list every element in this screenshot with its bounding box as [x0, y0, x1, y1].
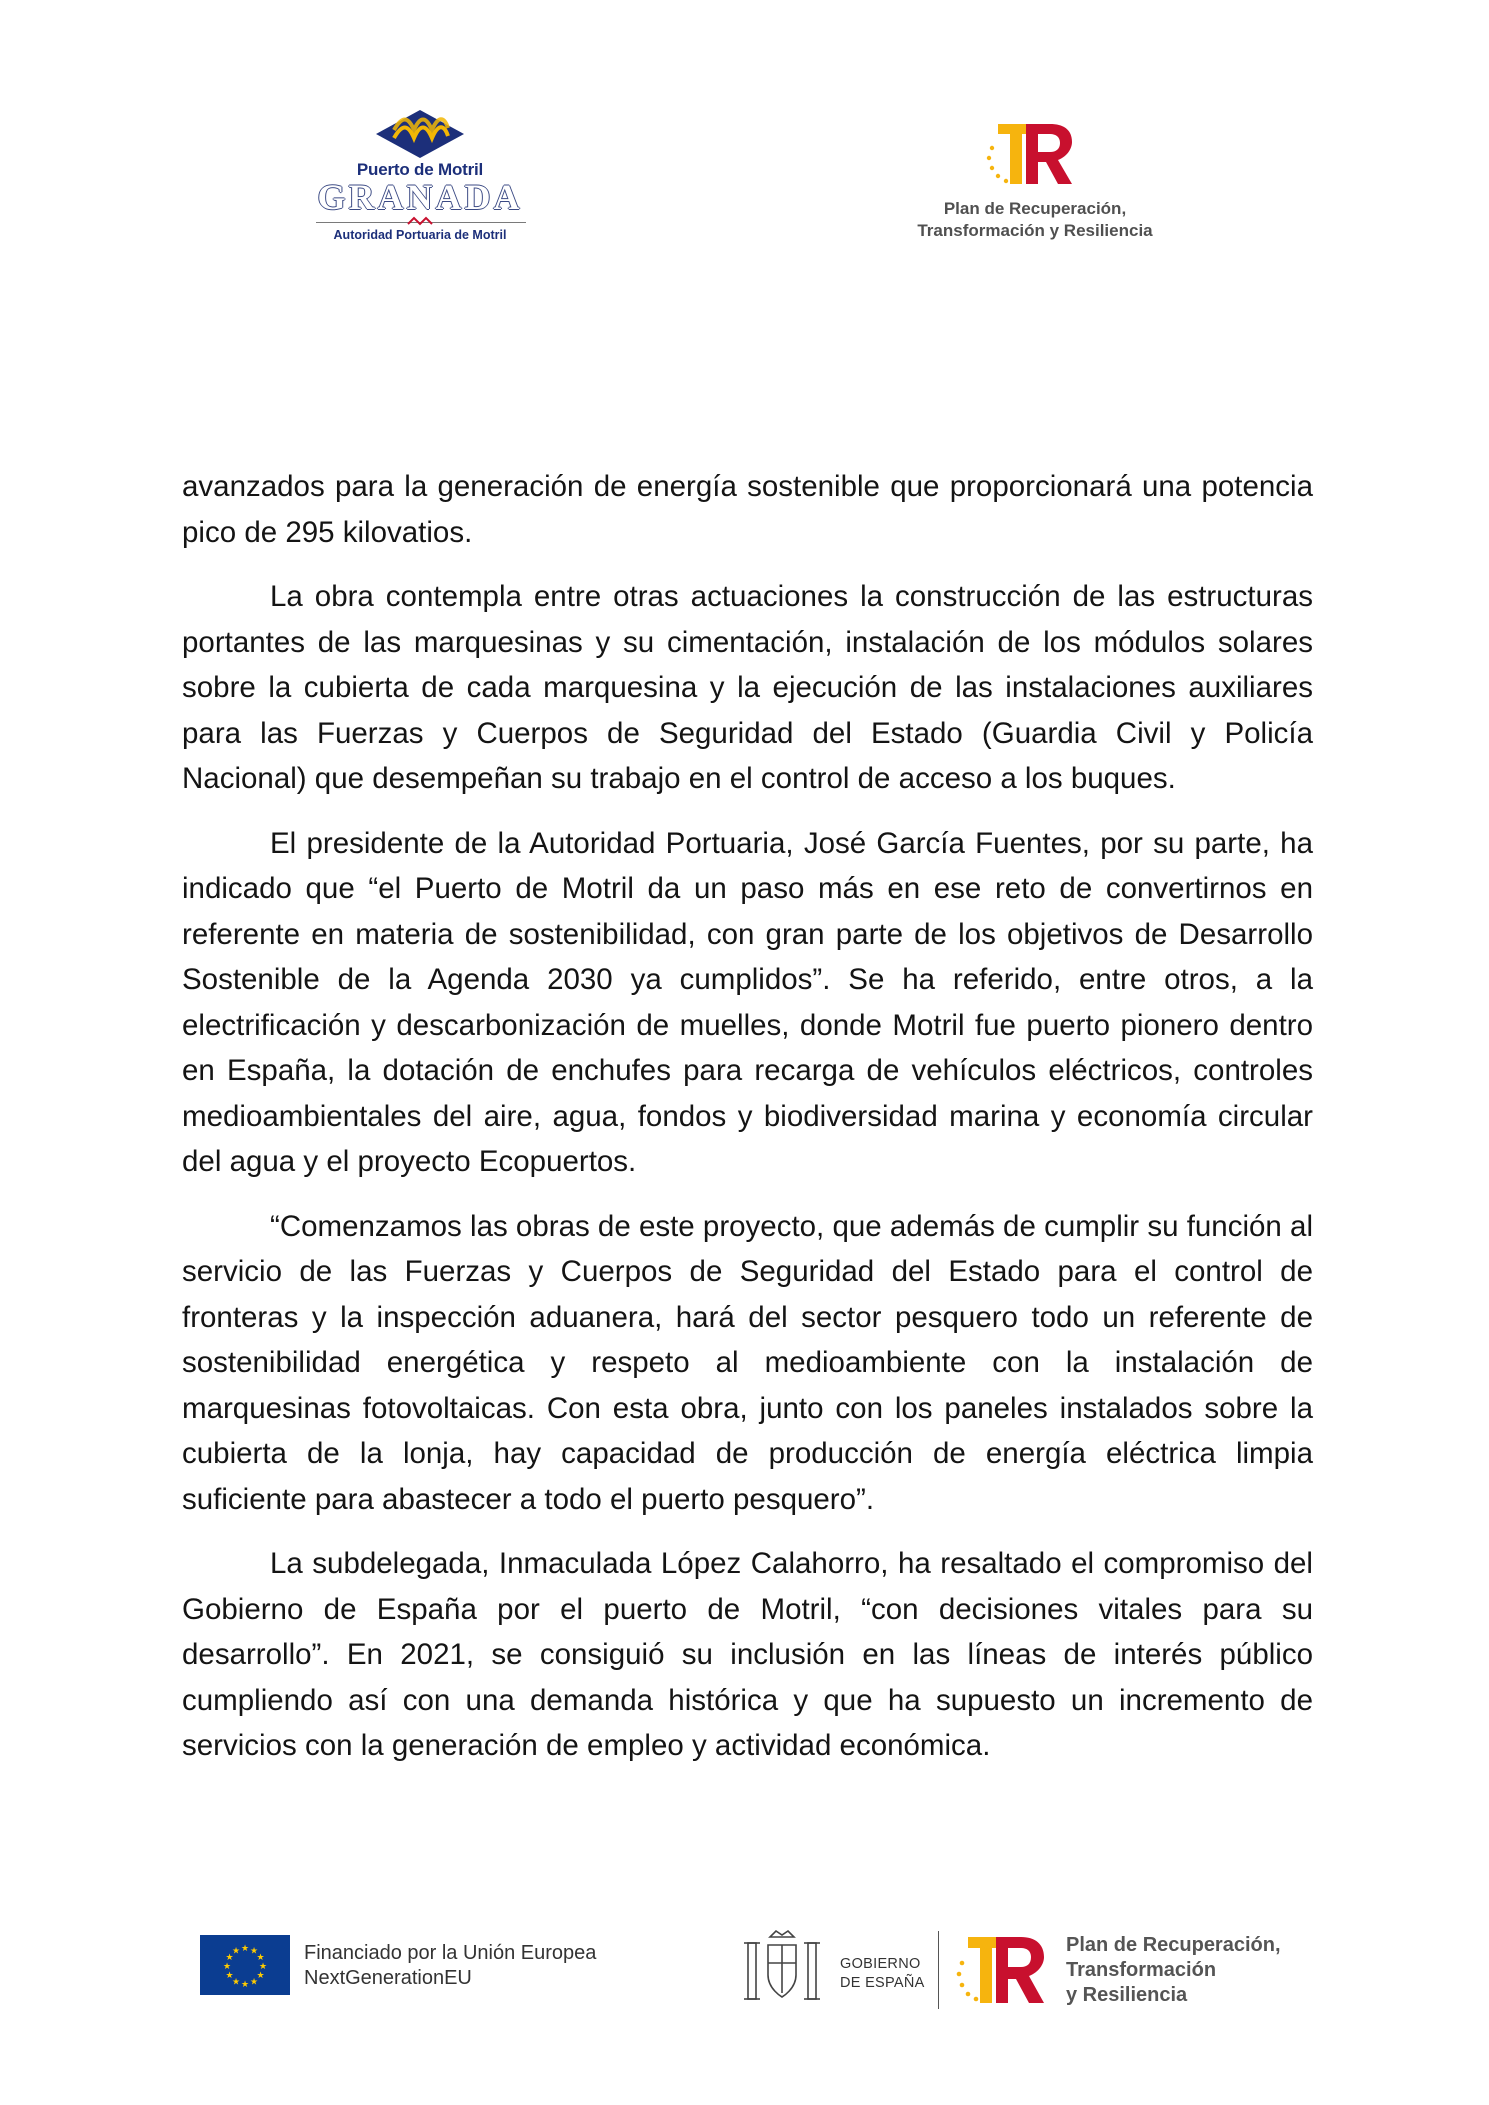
svg-text:★: ★: [256, 1953, 265, 1963]
port-logo-authority: Autoridad Portuaria de Motril: [333, 228, 507, 242]
gobierno-text: [840, 1955, 925, 1993]
svg-text:★: ★: [240, 1944, 250, 1954]
plan-footer-line-2: Transformación: [1066, 1959, 1217, 1981]
port-wave-icon: [406, 216, 436, 228]
port-emblem-icon: [372, 108, 468, 160]
eu-funding-logo: [200, 1935, 640, 1997]
svg-text:★: ★: [240, 1980, 250, 1990]
plan-recuperacion-footer-text: [1066, 1933, 1281, 2008]
coat-of-arms-icon: [740, 1927, 824, 2011]
plan-recuperacion-logo: [890, 110, 1180, 250]
paragraph-3: El presidente de la Autoridad Portuaria, José García Fuentes, por su parte, ha indicado que “el Puerto de Motril da un paso más en ese reto de convertirnos en referente en materia de sostenibilidad, con gran parte de los objetivos de Desarrollo Sostenible de la Agenda 2030 ya cumplidos”. Se ha referido, entre otros, a la electrificación y descarbonización de muelles, donde Motril fue puerto pionero dentro en España, la dotación de enchufes para recarga de vehículos eléctricos, controles medioambientales del aire, agua, fondos y biodiversidad marina y economía circular del agua y el proyecto Ecopuertos.: [182, 826, 1313, 1178]
svg-text:★: ★: [249, 1977, 259, 1988]
plan-footer-line-3: y Resiliencia: [1066, 1984, 1188, 2006]
svg-text:★: ★: [256, 1971, 265, 1981]
paragraph-2: La obra contempla entre otras actuaciones la construcción de las estructuras portantes de las marquesinas y su cimentación, instalación de los módulos solares sobre la cubierta de cada marquesina y la ejecución de las instalaciones auxiliares para las Fuerzas y Cuerpos de Seguridad del Estado (Guardia Civil y Policía Nacional) que desempeñan su trabajo en el control de acceso a los buques.: [182, 580, 1313, 795]
port-logo: [310, 100, 530, 250]
port-logo-name: Puerto de Motril: [356, 160, 484, 179]
gobierno-line-1: GOBIERNO: [840, 1956, 921, 1972]
paragraph-4: “Comenzamos las obras de este proyecto, que además de cumplir su función al servicio de las Fuerzas y Cuerpos de Seguridad del Estado para el control de fronteras y la inspección aduanera, hará del sector pesquero todo un referente de sostenibilidad energética y respeto al medioambiente con la instalación de marquesinas fotovoltaicas. Con esta obra, junto con los paneles instalados sobre la cubierta de la lonja, hay capacidad de producción de energía eléctrica limpia suficiente para abastecer a todo el puerto pesquero”.: [182, 1209, 1313, 1516]
svg-text:★: ★: [231, 1977, 241, 1988]
gobierno-line-2: DE ESPAÑA: [840, 1975, 925, 1991]
eu-flag-icon: [200, 1935, 290, 1995]
prtr-emblem-footer-icon: [954, 1929, 1054, 2009]
gobierno-espana-logo: [740, 1925, 1310, 2015]
prtr-emblem-icon: [984, 118, 1084, 190]
svg-text:★: ★: [225, 1971, 234, 1981]
article-body: [182, 464, 1313, 1788]
port-logo-city: GRANADA: [317, 177, 523, 217]
eu-line-2: NextGenerationEU: [304, 1967, 472, 1989]
footer-divider: [938, 1931, 939, 2009]
plan-recuperacion-text: [890, 198, 1180, 242]
plan-line-2: Transformación y Resiliencia: [917, 221, 1153, 240]
svg-text:★: ★: [258, 1962, 268, 1972]
paragraph-1: avanzados para la generación de energía sostenible que proporcionará una potencia pico de 295 kilovatios.: [182, 470, 1313, 549]
svg-text:★: ★: [222, 1962, 232, 1972]
svg-text:★: ★: [225, 1953, 234, 1963]
plan-footer-line-1: Plan de Recuperación,: [1066, 1934, 1281, 1956]
eu-line-1: Financiado por la Unión Europea: [304, 1942, 597, 1964]
svg-text:★: ★: [249, 1946, 259, 1957]
svg-text:★: ★: [231, 1946, 241, 1957]
plan-line-1: Plan de Recuperación,: [943, 199, 1127, 218]
paragraph-5: La subdelegada, Inmaculada López Calahorro, ha resaltado el compromiso del Gobierno de España por el puerto de Motril, “con decisiones vitales para su desarrollo”. En 2021, se consiguió su inclusión en las líneas de interés público cumpliendo así con una demanda histórica y que ha supuesto un incremento de servicios con la generación de empleo y actividad económica.: [182, 1547, 1313, 1762]
eu-funding-text: [304, 1941, 596, 1991]
